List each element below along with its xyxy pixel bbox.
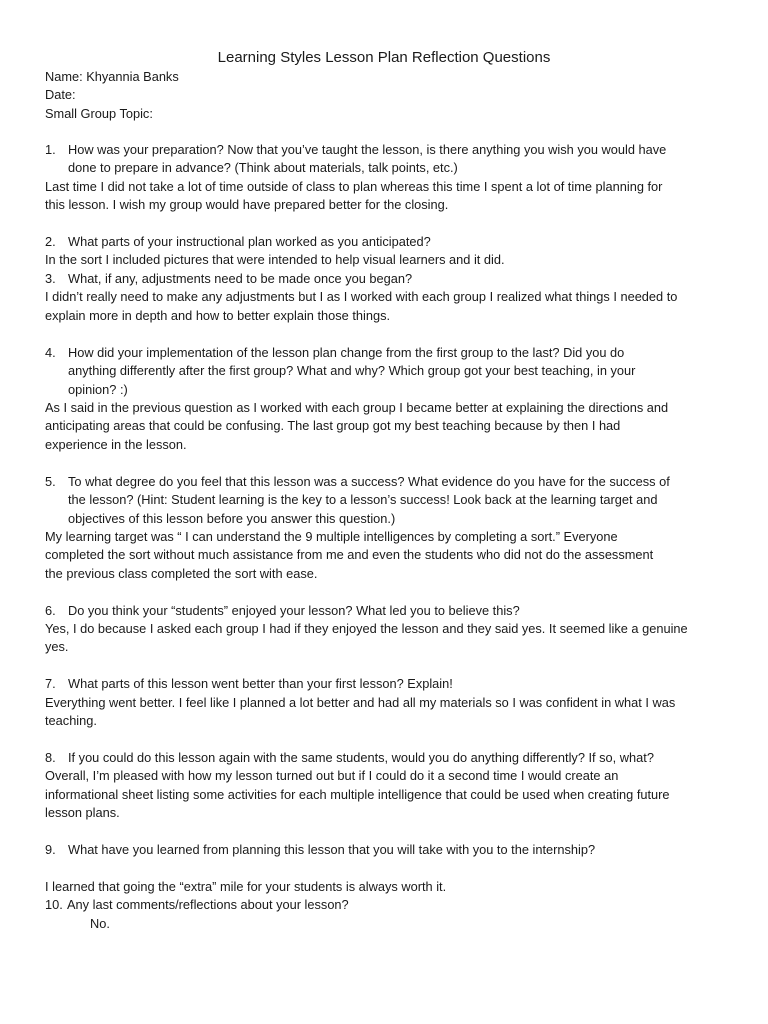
small-group-topic-field: Small Group Topic: <box>45 106 153 121</box>
question-number: 6. <box>45 603 56 618</box>
answer-text: I didn’t really need to make any adjustments but I as I worked with each group I realized what things I needed to <box>45 289 678 304</box>
answer-text: completed the sort without much assistance from me and even the students who did not do the assessment <box>45 547 654 562</box>
answer-text: yes. <box>45 639 69 654</box>
name-field: Name: Khyannia Banks <box>45 69 179 84</box>
question-number: 2. <box>45 234 56 249</box>
answer-text: Everything went better. I feel like I planned a lot better and had all my materials so I was confident in what I was <box>45 695 676 710</box>
answer-text: explain more in depth and how to better explain those things. <box>45 308 391 323</box>
answer-text: the previous class completed the sort with ease. <box>45 566 318 581</box>
question-text: What parts of this lesson went better than your first lesson? Explain! <box>68 676 453 691</box>
question-number: 1. <box>45 142 56 157</box>
question-number: 3. <box>45 271 56 286</box>
question-text: the lesson? (Hint: Student learning is the key to a lesson’s success! Look back at the learning target and <box>68 492 658 507</box>
question-text: Any last comments/reflections about your lesson? <box>67 897 349 912</box>
question-number: 4. <box>45 345 56 360</box>
question-text: done to prepare in advance? (Think about materials, talk points, etc.) <box>68 160 458 175</box>
answer-text: informational sheet listing some activities for each multiple intelligence that could be used when creating future <box>45 787 670 802</box>
question-text: opinion? :) <box>68 382 128 397</box>
question-number: 9. <box>45 842 56 857</box>
answer-text: Overall, I’m pleased with how my lesson turned out but if I could do it a second time I would create an <box>45 768 619 783</box>
question-text: What, if any, adjustments need to be made once you began? <box>68 271 413 286</box>
answer-text: this lesson. I wish my group would have prepared better for the closing. <box>45 197 449 212</box>
answer-text: In the sort I included pictures that were intended to help visual learners and it did. <box>45 252 505 267</box>
question-text: Do you think your “students” enjoyed your lesson? What led you to believe this? <box>68 603 520 618</box>
question-text: How did your implementation of the lesson plan change from the first group to the last? Did you do <box>68 345 625 360</box>
answer-text: My learning target was “ I can understand the 9 multiple intelligences by completing a sort.” Everyone <box>45 529 618 544</box>
question-text: What parts of your instructional plan worked as you anticipated? <box>68 234 431 249</box>
answer-text: I learned that going the “extra” mile for your students is always worth it. <box>45 879 447 894</box>
date-field: Date: <box>45 87 76 102</box>
question-number: 5. <box>45 474 56 489</box>
answer-text: As I said in the previous question as I worked with each group I became better at explaining the directions and <box>45 400 669 415</box>
question-text: How was your preparation? Now that you’ve taught the lesson, is there anything you wish you would have <box>68 142 667 157</box>
answer-text: lesson plans. <box>45 805 120 820</box>
question-number: 10. <box>45 897 63 912</box>
document-title: Learning Styles Lesson Plan Reflection Questions <box>217 49 551 66</box>
answer-text: teaching. <box>45 713 97 728</box>
answer-text: Yes, I do because I asked each group I had if they enjoyed the lesson and they said yes. It seemed like a genuine <box>45 621 688 636</box>
answer-text: Last time I did not take a lot of time outside of class to plan whereas this time I spent a lot of time planning for <box>45 179 663 194</box>
question-text: If you could do this lesson again with the same students, would you do anything differently? If so, what? <box>68 750 654 765</box>
question-text: What have you learned from planning this lesson that you will take with you to the internship? <box>68 842 596 857</box>
question-text: To what degree do you feel that this lesson was a success? What evidence do you have for the success of <box>68 474 670 489</box>
question-number: 8. <box>45 750 56 765</box>
answer-text: anticipating areas that could be confusing. The last group got my best teaching because by then I had <box>45 418 621 433</box>
answer-text: No. <box>90 916 110 931</box>
answer-text: experience in the lesson. <box>45 437 187 452</box>
question-text: objectives of this lesson before you answer this question.) <box>68 511 396 526</box>
question-number: 7. <box>45 676 56 691</box>
question-text: anything differently after the first group? What and why? Which group got your best teaching, in your <box>68 363 636 378</box>
